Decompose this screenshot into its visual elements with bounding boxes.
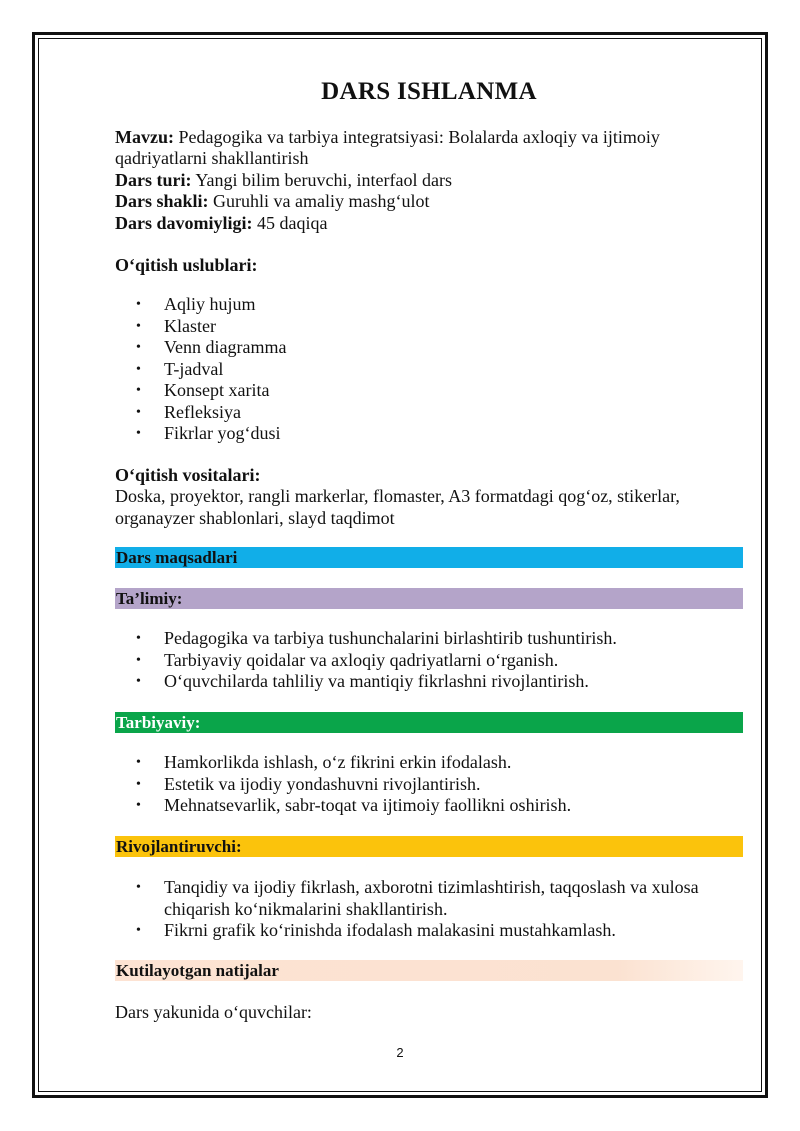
- list-item: • Venn diagramma: [136, 337, 286, 359]
- tarbiyaviy-band: Tarbiyaviy:: [115, 712, 743, 733]
- kutilayotgan-natijalar-band: Kutilayotgan natijalar: [115, 960, 743, 981]
- list-item: • Hamkorlikda ishlash, o‘z fikrini erkin ifodalash.: [136, 752, 571, 774]
- list-item: • Tarbiyaviy qoidalar va axloqiy qadriyatlarni o‘rganish.: [136, 650, 617, 672]
- dars-maqsadlari-band: Dars maqsadlari: [115, 547, 743, 568]
- usullar-heading: O‘qitish uslublari:: [115, 255, 258, 275]
- talimiy-band: Ta’limiy:: [115, 588, 743, 609]
- rivojlantiruvchi-band: Rivojlantiruvchi:: [115, 836, 743, 857]
- list-item: • Aqliy hujum: [136, 294, 286, 316]
- dars-turi-label: Dars turi:: [115, 170, 192, 190]
- page-number: 2: [396, 1045, 404, 1060]
- dars-davomiyligi-value: 45 daqiqa: [257, 213, 328, 233]
- list-item: • Estetik va ijodiy yondashuvni rivojlantirish.: [136, 774, 571, 796]
- list-item: • Mehnatsevarlik, sabr-toqat va ijtimoiy faollikni oshirish.: [136, 795, 571, 817]
- dars-shakli-value: Guruhli va amaliy mashg‘ulot: [213, 191, 430, 211]
- mavzu-label: Mavzu:: [115, 127, 174, 147]
- rivojlantiruvchi-list: [136, 877, 699, 942]
- usullar-list: [136, 294, 286, 445]
- dars-turi-line: [115, 170, 452, 191]
- list-item: • Konsept xarita: [136, 380, 286, 402]
- vositalar-heading: O‘qitish vositalari:: [115, 465, 261, 485]
- dars-shakli-label: Dars shakli:: [115, 191, 209, 211]
- list-item-line: chiqarish ko‘nikmalarini shakllantirish.: [164, 898, 448, 919]
- tarbiyaviy-list: [136, 752, 571, 817]
- vositalar-line-2: organayzer shablonlari, slayd taqdimot: [115, 508, 395, 528]
- mavzu-value-continued: qadriyatlarni shakllantirish: [115, 148, 309, 168]
- document-title: DARS ISHLANMA: [321, 78, 537, 105]
- vositalar-line-1: Doska, proyektor, rangli markerlar, flomaster, A3 formatdagi qog‘oz, stikerlar,: [115, 486, 680, 506]
- dars-shakli-line: [115, 191, 429, 212]
- list-item: • Fikrni grafik ko‘rinishda ifodalash malakasini mustahkamlash.: [136, 920, 699, 942]
- mavzu-line: [115, 127, 660, 148]
- mavzu-value: Pedagogika va tarbiya integratsiyasi: Bolalarda axloqiy va ijtimoiy: [178, 127, 660, 147]
- dars-davomiyligi-label: Dars davomiyligi:: [115, 213, 253, 233]
- list-item: [136, 877, 699, 920]
- list-item: • Fikrlar yog‘dusi: [136, 423, 286, 445]
- list-item: • Refleksiya: [136, 402, 286, 424]
- list-item-line: Tanqidiy va ijodiy fikrlash, axborotni tizimlashtirish, taqqoslash va xulosa: [164, 877, 699, 897]
- list-item: • Klaster: [136, 316, 286, 338]
- list-item: • T-jadval: [136, 359, 286, 381]
- list-item: • Pedagogika va tarbiya tushunchalarini birlashtirib tushuntirish.: [136, 628, 617, 650]
- list-item: • O‘quvchilarda tahliliy va mantiqiy fikrlashni rivojlantirish.: [136, 671, 617, 693]
- talimiy-list: [136, 628, 617, 693]
- natijalar-intro: Dars yakunida o‘quvchilar:: [115, 1002, 312, 1022]
- dars-davomiyligi-line: [115, 213, 327, 234]
- dars-turi-value: Yangi bilim beruvchi, interfaol dars: [195, 170, 452, 190]
